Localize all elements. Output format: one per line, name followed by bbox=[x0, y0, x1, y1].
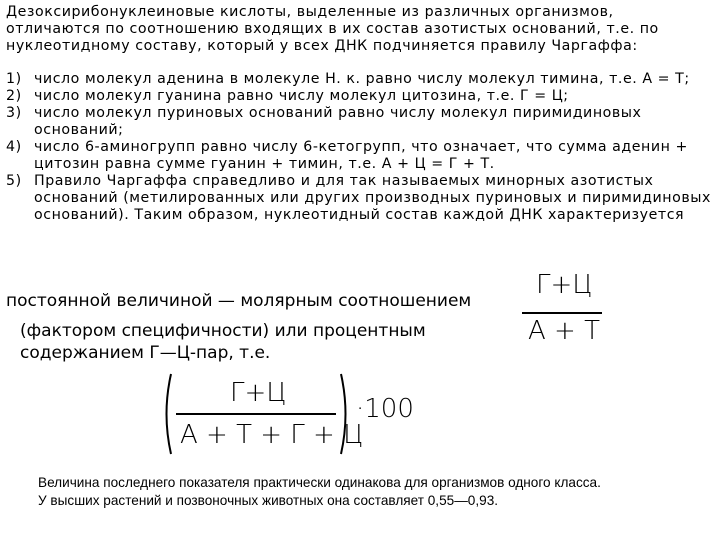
list-item-number: 1) bbox=[6, 71, 22, 87]
list-item-text: число молекул пуриновых оснований равно числу молекул пиримидиновых оснований; bbox=[34, 105, 642, 138]
continuation-line: (фактором специфичности) или процентным bbox=[20, 321, 426, 341]
continuation-line: постоянной величиной — молярным соотношением bbox=[6, 291, 472, 311]
percent-numerator: Г+Ц bbox=[230, 378, 287, 408]
intro-paragraph: Дезоксирибонуклеиновые кислоты, выделенные из различных организмов, отличаются по соотношению входящих в их состав азотистых оснований, т.е. по нуклеотидному составу, который у всех ДНК подчиняется правилу Чаргаффа: bbox=[6, 4, 659, 54]
list-item bbox=[6, 71, 712, 88]
ratio-numerator: Г+Ц bbox=[536, 270, 593, 300]
list-item-number: 2) bbox=[6, 88, 22, 104]
list-item-number: 5) bbox=[6, 173, 22, 189]
list-item-text: число 6-аминогрупп равно числу 6-кетогрупп, что означает, что сумма аденин + цитозин равна сумме гуанин + тимин, т.е. А + Ц = Г + Т. bbox=[34, 139, 688, 172]
percent-multiplier: ·100 bbox=[356, 394, 414, 424]
ratio-fraction-bar bbox=[522, 312, 602, 314]
note-line: Величина последнего показателя практически одинакова для организмов одного класса. bbox=[38, 475, 601, 490]
list-item-text: число молекул гуанина равно числу молекул цитозина, т.е. Г = Ц; bbox=[34, 88, 569, 104]
list-item-text: число молекул аденина в молекуле Н. к. равно числу молекул тимина, т.е. А = Т; bbox=[34, 71, 690, 87]
percent-denominator: А + Т + Г + Ц bbox=[180, 420, 364, 450]
list-item bbox=[6, 173, 712, 224]
list-item bbox=[6, 105, 712, 139]
note-line: У высших растений и позвоночных животных она составляет 0,55—0,93. bbox=[38, 493, 499, 508]
percent-fraction-bar bbox=[176, 413, 336, 415]
ratio-denominator: А + Т bbox=[528, 316, 600, 346]
list-item-text: Правило Чаргаффа справедливо и для так называемых минорных азотистых оснований (метилированных или других производных пуриновых и пиримидиновых оснований). Таким образом, нуклеотидный состав каждой ДНК характеризуется bbox=[34, 173, 711, 223]
right-parenthesis-icon bbox=[338, 372, 352, 456]
continuation-line: содержанием Г—Ц-пар, т.е. bbox=[20, 343, 271, 363]
note-paragraph bbox=[38, 474, 714, 510]
list-item-number: 3) bbox=[6, 105, 22, 121]
left-parenthesis-icon bbox=[160, 372, 174, 456]
list-item bbox=[6, 139, 712, 173]
list-item bbox=[6, 88, 712, 105]
chargaff-rules-list bbox=[6, 71, 712, 224]
list-item-number: 4) bbox=[6, 139, 22, 155]
